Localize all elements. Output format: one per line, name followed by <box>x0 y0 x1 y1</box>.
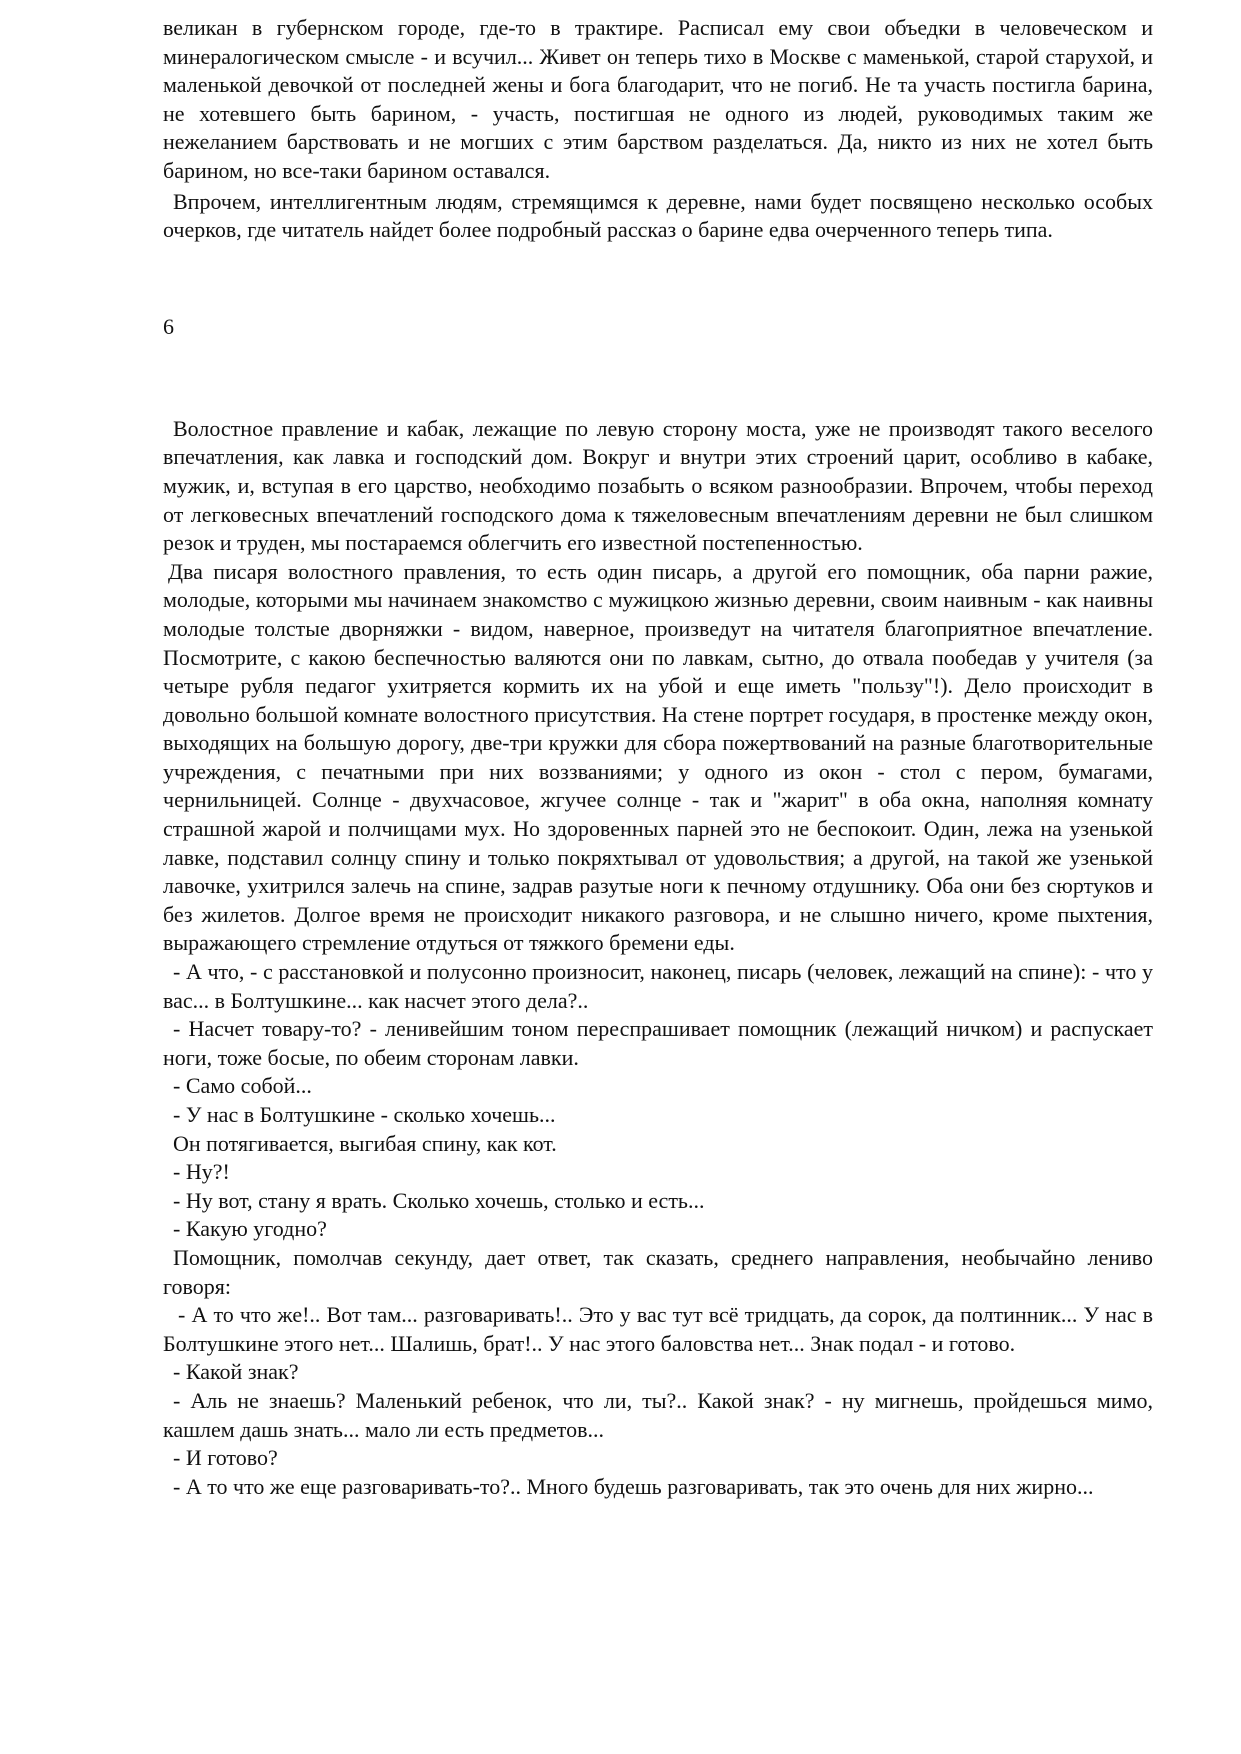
dialogue-line: - А что, - с расстановкой и полусонно произносит, наконец, писарь (человек, лежащий на спине): - что у вас... в Болтушкине... как насчет этого дела?.. <box>163 959 1153 1013</box>
dialogue-line: - Какой знак? <box>173 1359 299 1385</box>
dialogue-line: - Само собой... <box>173 1073 312 1099</box>
dialogue-line: - А то что же еще разговаривать-то?.. Много будешь разговаривать, так это очень для них жирно... <box>173 1473 1094 1499</box>
paragraph: Два писаря волостного правления, то есть один писарь, а другой его помощник, оба парни ражие, молодые, которыми мы начинаем знакомство с мужицкою жизнью деревни, своим наивным - как наивны молодые толстые дворняжки - видом, наверное, произведут на читателя благоприятное впечатление. Посмотрите, с какою беспечностью валяются они по лавкам, сытно, до отвала пообедав у учителя (за четыре рубля педагог ухитряется кормить их на убой и еще иметь "пользу"!). Дело происходит в довольно большой комнате волостного присутствия. На стене портрет государя, в простенке между окон, выходящих на большую дорогу, две-три кружки для сбора пожертвований на разные благотворительные учреждения, с печатными при них воззваниями; у одного из окон - стол с пером, бумагами, чернильницей. Солнце - двухчасовое, жгучее солнце - так и "жарит" в оба окна, наполняя комнату страшной жарой и полчищами мух. Но здоровенных парней это не беспокоит. Один, лежа на узенькой лавке, подставил солнцу спину и только покряхтывал от удовольствия; а другой, на такой же узенькой лавочке, ухитрился залечь на спине, задрав разутые ноги к печному отдушнику. Оба они без сюртуков и без жилетов. Долгое время не происходит никакого разговора, и не слышно ничего, кроме пыхтения, выражающего стремление отдуться от тяжкого бремени еды. <box>163 558 1153 956</box>
dialogue-line: - Ну вот, стану я врать. Сколько хочешь, столько и есть... <box>173 1187 705 1213</box>
paragraph: великан в губернском городе, где-то в трактире. Расписал ему свои объедки в человеческом и минералогическом смысле - и всучил... Живет он теперь тихо в Москве с маменькой, старой старухой, и маленькой девочкой от последней жены и бога благодарит, что не погиб. Не та участь постигла барина, не хотевшего быть барином, - участь, постигшая не одного из людей, руководимых таким же нежеланием барствовать и не могших с этим барством разделаться. Да, никто из них не хотел быть барином, но все-таки барином оставался. <box>163 15 1153 183</box>
chapter-number: 6 <box>163 313 174 339</box>
section-spacer <box>163 341 1153 415</box>
dialogue-line: - Насчет товару-то? - ленивейшим тоном переспрашивает помощник (лежащий ничком) и распускает ноги, тоже босые, по обеим сторонам лавки. <box>163 1016 1153 1070</box>
paragraph: Он потягивается, выгибая спину, как кот. <box>173 1130 557 1156</box>
paragraph: Помощник, помолчав секунду, дает ответ, так сказать, среднего направления, необычайно лениво говоря: <box>163 1244 1153 1299</box>
dialogue-line: - Аль не знаешь? Маленький ребенок, что ли, ты?.. Какой знак? - ну мигнешь, пройдешься мимо, кашлем дашь знать... мало ли есть предметов... <box>163 1387 1153 1442</box>
dialogue-line: - У нас в Болтушкине - сколько хочешь... <box>173 1102 556 1127</box>
dialogue-line: - Какую угодно? <box>173 1216 327 1242</box>
dialogue-line: - И готово? <box>173 1445 278 1471</box>
paragraph: Волостное правление и кабак, лежащие по левую сторону моста, уже не производят такого веселого впечатления, как лавка и господский дом. Вокруг и внутри этих строений царит, особливо в кабаке, мужик, и, вступая в его царство, необходимо позабыть о всяком разнообразии. Впрочем, чтобы переход от легковесных впечатлений господского дома к тяжеловесным впечатлениям деревни не был слишком резок и труден, мы постараемся облегчить его известной постепенностью. <box>163 415 1153 556</box>
document-page <box>163 0 1153 1501</box>
dialogue-line: - А то что же!.. Вот там... разговаривать!.. Это у вас тут всё тридцать, да сорок, да полтинник... У нас в Болтушкине этого нет... Шалишь, брат!.. У нас этого баловства нет... Знак подал - и готово. <box>163 1302 1153 1356</box>
dialogue-line: - Ну?! <box>173 1159 230 1185</box>
paragraph: Впрочем, интеллигентным людям, стремящимся к деревне, нами будет посвящено несколько особых очерков, где читатель найдет более подробный рассказ о барине едва очерченного теперь типа. <box>163 188 1153 243</box>
